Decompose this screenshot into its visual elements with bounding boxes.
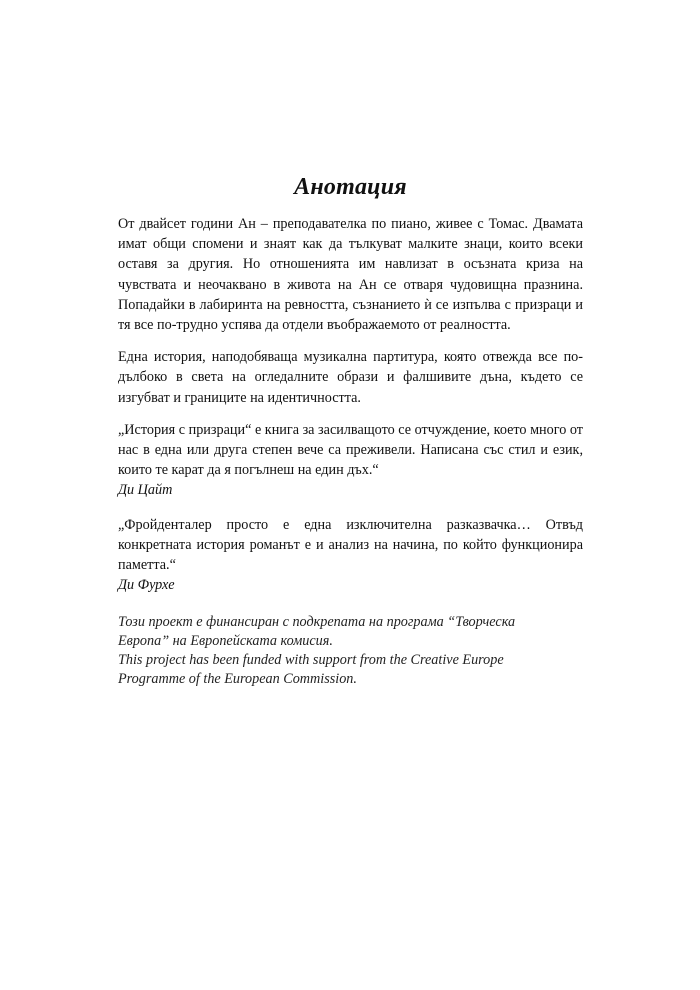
annotation-paragraph-1: От двайсет години Ан – преподавателка по пиано, живее с Томас. Двамата имат общи спомени и знаят как да тълкуват малките знаци, които всеки оставя за другия. Но отношенията им навлизат в осъзната криза на чувствата и неочаквано в живота на Ан се отваря чудовищна празнина. Попадайки в лабиринта на ревността, съзнанието ѝ се изпълва с призраци и тя все по-трудно успява да отдели въображаемото от реалността. — [118, 216, 583, 334]
annotation-paragraph-2: Една история, наподобяваща музикална партитура, която отвежда все по-дълбоко в света на огледалните образи и фалшивите дъна, където се изгубват и границите на идентичността. — [118, 349, 583, 406]
review-quote-1-text: „История с призраци“ е книга за засилващото се отчуждение, което много от нас в една или друга степен вече са преживели. Написана със стил и език, които те карат да я погълнеш на един дъх.“ — [118, 421, 583, 479]
funding-en-line-1: This project has been funded with support from the Creative Europe — [118, 652, 504, 669]
funding-en-line-2: Programme of the European Commission. — [118, 670, 357, 687]
page-title: Анотация — [294, 174, 407, 200]
review-quote-2-source: Ди Фурхе — [118, 577, 175, 594]
funding-notice — [118, 613, 583, 688]
funding-bg-line-2: Европа” на Европейската комисия. — [118, 633, 333, 650]
annotation-content — [118, 172, 583, 689]
funding-bg-line-1: Този проект е финансиран с подкрепата на програма “Творческа — [118, 614, 516, 631]
review-quote-1-source: Ди Цайт — [118, 482, 173, 499]
review-quote-2-text: „Фройденталер просто е една изключителна разказвачка… Отвъд конкретната история романът е и анализ на начина, по който функционира паметта.“ — [118, 516, 583, 574]
review-quote-2 — [118, 515, 583, 596]
review-quote-1 — [118, 420, 583, 501]
